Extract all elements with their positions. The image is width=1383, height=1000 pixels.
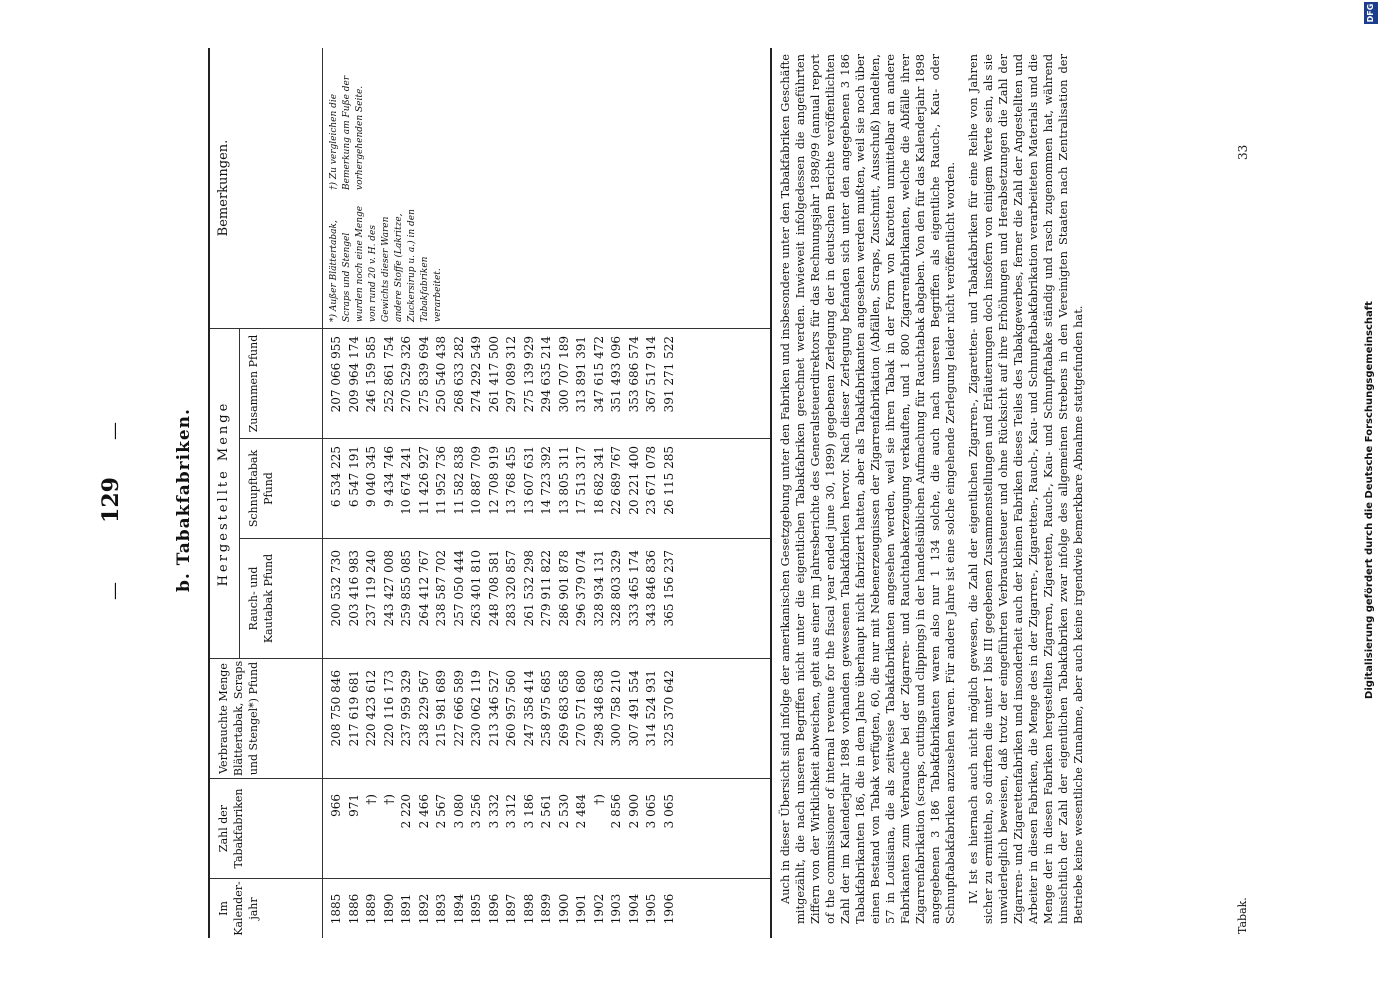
- table-cell-years: 1901: [574, 893, 588, 925]
- table-cell-snuff: 17 513 317: [574, 446, 588, 515]
- table-cell-total: 367 517 914: [644, 336, 658, 413]
- table-cell-smoke: 283 320 857: [504, 550, 518, 627]
- page-number: 129: [98, 477, 124, 523]
- table-cell-total: 270 529 326: [399, 336, 413, 413]
- table-cell-counts: 3 065: [661, 794, 676, 829]
- table-cell-smoke: 279 911 822: [539, 550, 553, 627]
- table-cell-total: 300 707 189: [556, 336, 571, 413]
- table-cell-used: 220 116 173: [381, 670, 396, 747]
- table-cell-counts: 3 065: [644, 794, 658, 829]
- column-counts: [328, 794, 678, 874]
- table-cell-counts: 3 080: [451, 794, 466, 829]
- table-cell-snuff: 9 040 345: [364, 446, 378, 508]
- table-cell-total: 297 089 312: [504, 336, 518, 413]
- table-cell-smoke: 328 803 329: [609, 550, 623, 627]
- table-cell-total: 252 861 754: [381, 336, 396, 413]
- table-cell-smoke: 343 846 836: [644, 550, 658, 627]
- table-cell-total: 246 159 585: [364, 336, 378, 413]
- table-cell-total: 209 964 174: [346, 336, 361, 413]
- table-cell-used: 325 370 642: [661, 670, 676, 747]
- table-cell-counts: 3 332: [486, 794, 501, 829]
- table-cell-counts: †): [591, 794, 606, 805]
- header-count: Zahl der Tabakfabriken: [210, 778, 322, 878]
- header-year: Im Kalender-jahr: [210, 878, 322, 938]
- table-cell-used: 298 348 638: [591, 670, 606, 747]
- table-cell-used: 300 758 210: [609, 670, 623, 747]
- page-dash-left: —: [104, 582, 125, 600]
- table-cell-counts: †): [381, 794, 396, 805]
- table-cell-counts: 3 312: [504, 794, 518, 829]
- table-cell-years: 1899: [539, 893, 553, 925]
- table-cell-years: 1905: [644, 893, 658, 925]
- page-dash-right: —: [104, 422, 125, 440]
- table-cell-smoke: 259 855 085: [399, 550, 413, 627]
- table-cell-used: 208 750 846: [329, 670, 343, 747]
- table-cell-snuff: 10 674 241: [399, 446, 413, 515]
- table-cell-used: 213 346 527: [486, 670, 501, 747]
- table-cell-smoke: 296 379 074: [574, 550, 588, 627]
- footer-sheet-number: 33: [1236, 144, 1250, 160]
- table-cell-years: 1904: [626, 893, 641, 925]
- table-cell-years: 1900: [556, 893, 571, 925]
- table-cell-smoke: 263 401 810: [469, 550, 483, 627]
- table-cell-snuff: 23 671 078: [644, 446, 658, 515]
- table-cell-smoke: 200 532 730: [329, 550, 343, 627]
- table-cell-used: 260 957 560: [504, 670, 518, 747]
- table-cell-years: 1906: [661, 893, 676, 925]
- table-cell-counts: 2 567: [434, 794, 448, 829]
- dfg-logo: DFG: [1364, 2, 1378, 24]
- table-cell-total: 313 891 391: [574, 336, 588, 413]
- section-title: b. Tabakfabriken.: [174, 408, 194, 592]
- table-cell-used: 230 062 119: [469, 670, 483, 747]
- remark-footnote-dagger: †) Zu vergleichen die Bemerkung am Fuße der vorhergehenden Seite.: [329, 75, 365, 190]
- table-cell-counts: 2 900: [626, 794, 641, 829]
- header-smoke: Rauch- und Kautabak Pfund: [240, 538, 322, 658]
- table-cell-years: 1896: [486, 893, 501, 925]
- table-cell-counts: 966: [329, 794, 343, 817]
- table-cell-snuff: 6 534 225: [329, 446, 343, 508]
- table-cell-counts: 3 256: [469, 794, 483, 829]
- table-cell-total: 347 615 472: [591, 336, 606, 413]
- table-cell-total: 353 686 574: [626, 336, 641, 413]
- table-cell-used: 258 975 685: [539, 670, 553, 747]
- remark-footnote-star: *) Außer Blättertabak, Scraps und Stengel wurden noch eine Menge von rund 20 v. H. des Gewichts dieser Waren andere Stoffe (Lakritze, Zuckersirup u. a.) in den Tabakfabriken verarbeitet.: [329, 205, 443, 322]
- table-cell-used: 270 571 680: [574, 670, 588, 747]
- table-cell-smoke: 237 119 240: [364, 550, 378, 627]
- table-cell-used: 238 229 567: [416, 670, 431, 747]
- footer-signature: Tabak.: [1236, 897, 1249, 934]
- table-cell-years: 1898: [521, 893, 536, 925]
- table-cell-snuff: 18 682 341: [591, 446, 606, 515]
- table-cell-used: 307 491 554: [626, 670, 641, 747]
- table-cell-snuff: 13 607 631: [521, 446, 536, 515]
- table-cell-used: 314 524 931: [644, 670, 658, 747]
- table-cell-smoke: 238 587 702: [434, 550, 448, 627]
- table-cell-years: 1890: [381, 893, 396, 925]
- header-total: Zusammen Pfund: [240, 328, 322, 438]
- table-cell-years: 1895: [469, 893, 483, 925]
- table-cell-snuff: 11 952 736: [434, 446, 448, 515]
- table-cell-snuff: 11 426 927: [416, 446, 431, 515]
- table-cell-smoke: 365 156 237: [661, 550, 676, 627]
- table-cell-snuff: 13 768 455: [504, 446, 518, 515]
- table-cell-snuff: 6 547 191: [346, 446, 361, 508]
- digitization-note: Digitalisierung gefördert durch die Deutsche Forschungsgemeinschaft: [1364, 301, 1375, 699]
- table-cell-total: 391 271 522: [661, 336, 676, 413]
- table-cell-counts: 2 530: [556, 794, 571, 829]
- paragraph-2: IV. Ist es hiernach auch nicht möglich gewesen, die Zahl der eigentlichen Zigarren-, Zigaretten- und Tabakfabriken für eine Reihe von Jahren sicher zu ermitteln, so dürften die unter I bis III gegebenen Zusammenstellungen und Erläuterungen doch insofern von einigem Werte sein, als sie unwiderleglich beweisen, daß trotz der eingeführten Verbrauchsteuer und ohne Rücksicht auf ihre Erhöhungen und Herabsetzungen die Zahl der Zigarren- und Zigarettenfabriken und insonderheit auch der kleinen Fabriken dieses Teiles des Tabakgewerbes, ferner die Zahl der Angestellten und Arbeiter in diesen Fabriken, die Menge des in der Zigarren-, Zigaretten-, Rauch-, Kau- und Schnupftabakfabrikation verarbeiteten Materials und die Menge der in diesen Fabriken hergestellten Zigarren, Zigaretten, Rauch-, Kau- und Schnupftabake ständig und rasch zugenommen hat, während hinsichtlich der Zahl der eigentlichen Tabakfabriken zwar infolge des allgemeinen Strebens in den Vereinigten Staaten nach Zentralisation der Betriebe keine wesentliche Zunahme, aber auch keine irgendwie bemerkbare Abnahme stattgefunden hat.: [966, 54, 1085, 924]
- table-cell-total: 268 633 282: [451, 336, 466, 413]
- table-cell-years: 1886: [346, 893, 361, 925]
- table-cell-total: 207 066 955: [329, 336, 343, 413]
- column-total: [328, 336, 678, 434]
- table-cell-years: 1893: [434, 893, 448, 925]
- table-cell-smoke: 243 427 008: [381, 550, 396, 627]
- table-cell-used: 215 981 689: [434, 670, 448, 747]
- column-smoke: [328, 550, 678, 654]
- table-cell-smoke: 264 412 767: [416, 550, 431, 627]
- column-used: [328, 670, 678, 774]
- table-cell-years: 1894: [451, 893, 466, 925]
- table-cell-used: 220 423 612: [364, 670, 378, 747]
- header-produced-group: Hergestellte Menge: [210, 328, 240, 658]
- table-cell-snuff: 9 434 746: [381, 446, 396, 508]
- column-snuff: [328, 446, 678, 534]
- header-remarks: Bemerkungen.: [216, 139, 231, 237]
- table-cell-snuff: 22 689 767: [609, 446, 623, 515]
- table-cell-smoke: 261 532 298: [521, 550, 536, 627]
- table-cell-counts: 3 186: [521, 794, 536, 829]
- table-cell-counts: 971: [346, 794, 361, 817]
- table-cell-total: 261 417 500: [486, 336, 501, 413]
- table-cell-snuff: 26 115 285: [661, 446, 676, 515]
- table-cell-smoke: 248 708 581: [486, 550, 501, 627]
- table-cell-snuff: 10 887 709: [469, 446, 483, 515]
- table-cell-snuff: 13 805 311: [556, 446, 571, 515]
- table-cell-years: 1891: [399, 893, 413, 925]
- table-cell-years: 1897: [504, 893, 518, 925]
- table-cell-smoke: 257 050 444: [451, 550, 466, 627]
- table-cell-used: 227 666 589: [451, 670, 466, 747]
- table-cell-total: 275 139 929: [521, 336, 536, 413]
- header-snuff: Schnupftabak Pfund: [240, 438, 322, 538]
- table-cell-counts: 2 561: [539, 794, 553, 829]
- column-years: [328, 884, 678, 934]
- table-cell-counts: 2 466: [416, 794, 431, 829]
- tobacco-factories-table: [208, 48, 772, 938]
- table-cell-smoke: 286 901 878: [556, 550, 571, 627]
- table-cell-counts: 2 856: [609, 794, 623, 829]
- paragraph-1: Auch in dieser Übersicht sind infolge der amerikanischen Gesetzgebung unter den Fabriken und insbesondere unter den Tabakfabriken Geschäfte mitgezählt, die nach unseren Begriffen nicht unter die eigentlichen Tabakfabriken gerechnet werden. Inwieweit infolgedessen die angeführten Ziffern von der Wirklichkeit abweichen, geht aus einer im Jahresberichte des Generalsteuerdirektors für das Rechnungsjahr 1898/99 (annual report of the commissioner of internal revenue for the fiscal year ended june 30, 1899) gegebenen Zerlegung der in deutschen Berichte veröffentlichten Zahl der im Kalenderjahr 1898 vorhanden gewesenen Tabakfabriken hervor. Nach dieser Zerlegung befanden sich unter den angegebenen 3 186 Tabakfabrikanten 186, die in dem Jahre überhaupt nicht fabriziert hatten, aber als Tabakfabrikanten angesehen werden mußten, weil sie noch über einen Bestand von Tabak verfügten, 60, die nur mit Nebenerzeugnissen der Zigarrenfabrikation (Abfällen, Scraps, Zuschnitt, Ausschuß) handelten, 57 in Louisiana, die als zeitweise Tabakfabrikanten angesehen werden, weil sie ihren Tabak in der Form von Karotten unmittelbar an andere Fabrikanten zum Verbrauche bei der Zigarren- und Rauchtabakerzeugung verkauften, und 1 800 Zigarrenfabrikanten, welche die Abfälle ihrer Zigarrenfabrikation (scraps, cuttings und clippings) in der handelsüblichen Aufmachung für Rauchtabak abgaben. Von den für das Kalenderjahr 1898 angegebenen 3 186 Tabakfabrikanten waren also nur 1 134 solche, die auch nach unseren Begriffen als eigentliche Rauch-, Kau- oder Schnupftabakfabriken anzusehen waren. Für andere Jahre ist eine solche eingehende Zerlegung leider nicht veröffentlicht worden.: [778, 54, 957, 924]
- table-cell-used: 247 358 414: [521, 670, 536, 747]
- table-cell-counts: †): [364, 794, 378, 805]
- table-cell-counts: 2 220: [399, 794, 413, 829]
- table-cell-snuff: 14 723 392: [539, 446, 553, 515]
- table-cell-years: 1892: [416, 893, 431, 925]
- table-cell-years: 1885: [329, 893, 343, 925]
- table-cell-used: 237 959 329: [399, 670, 413, 747]
- table-cell-snuff: 11 582 838: [451, 446, 466, 515]
- table-cell-total: 294 635 214: [539, 336, 553, 413]
- table-cell-used: 269 683 658: [556, 670, 571, 747]
- header-used: Verbrauchte Menge Blättertabak, Scraps und Stengel*) Pfund: [210, 658, 322, 778]
- table-cell-total: 275 839 694: [416, 336, 431, 413]
- table-cell-snuff: 20 221 400: [626, 446, 641, 515]
- body-text: [778, 54, 1094, 924]
- table-cell-used: 217 619 681: [346, 670, 361, 747]
- table-cell-total: 250 540 438: [434, 336, 448, 413]
- table-cell-counts: 2 484: [574, 794, 588, 829]
- table-cell-years: 1889: [364, 893, 378, 925]
- table-cell-smoke: 333 465 174: [626, 550, 641, 627]
- table-cell-years: 1902: [591, 893, 606, 925]
- table-cell-smoke: 328 934 131: [591, 550, 606, 627]
- table-cell-total: 274 292 549: [469, 336, 483, 413]
- table-cell-total: 351 493 096: [609, 336, 623, 413]
- table-cell-snuff: 12 708 919: [486, 446, 501, 515]
- table-cell-smoke: 203 416 983: [346, 550, 361, 627]
- table-cell-years: 1903: [609, 893, 623, 925]
